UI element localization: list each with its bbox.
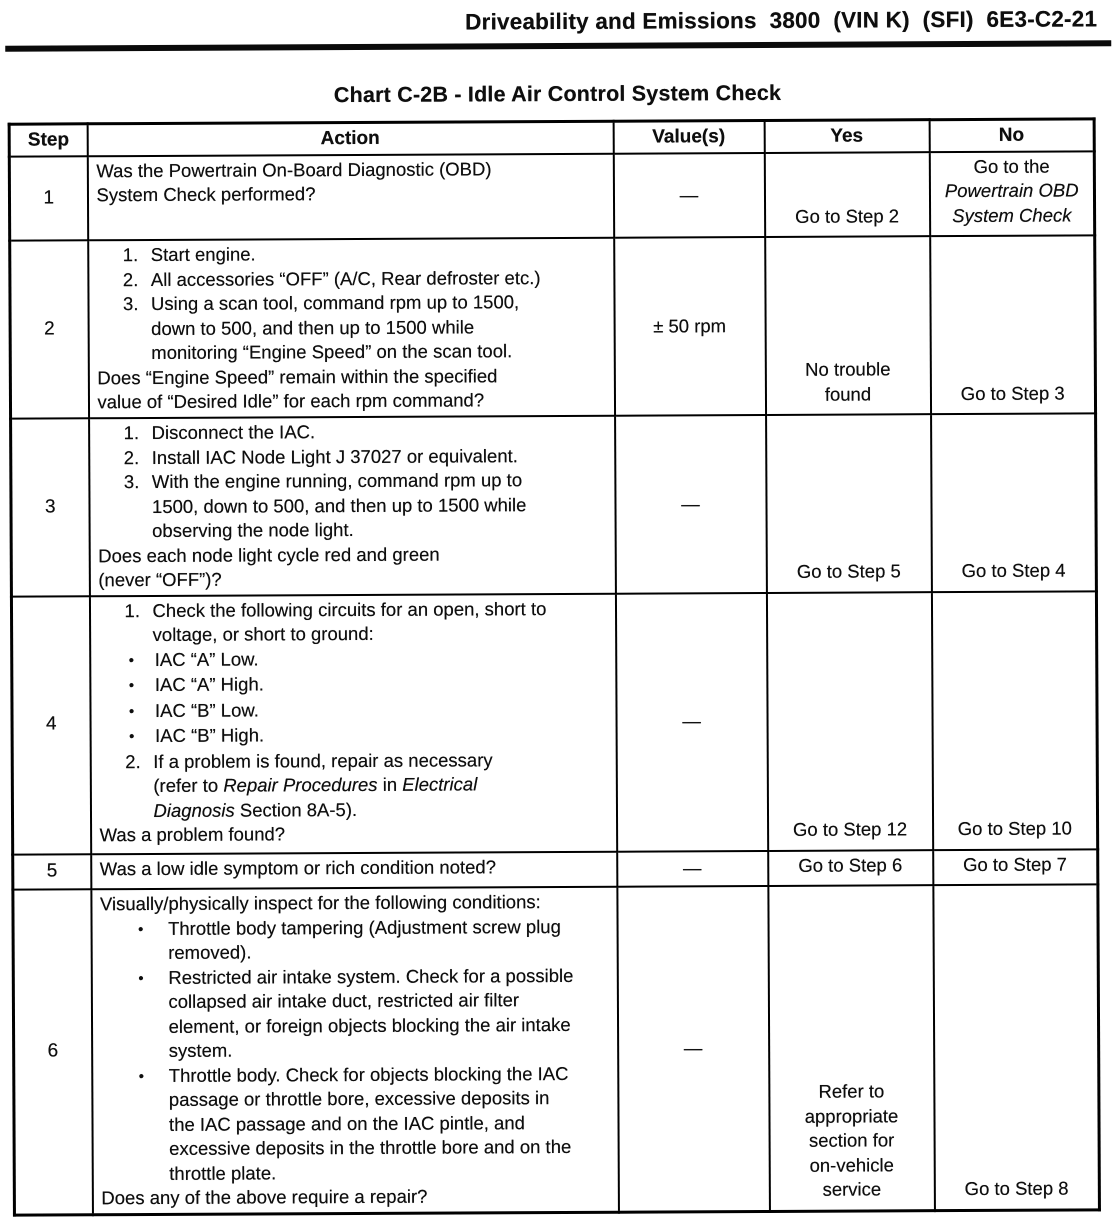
action-cell bbox=[91, 887, 619, 1215]
action-cell bbox=[89, 593, 616, 854]
column-header-no: No bbox=[929, 119, 1094, 152]
yes-cell: Go to Step 6 bbox=[768, 850, 933, 886]
action-item bbox=[100, 890, 610, 917]
action-item bbox=[100, 854, 610, 881]
action-text: IAC “A” High. bbox=[154, 673, 264, 695]
no-cell: Go to Step 8 bbox=[933, 884, 1100, 1210]
list-marker: 2. bbox=[122, 268, 139, 290]
table-row bbox=[11, 591, 1097, 854]
action-text: Visually/physically inspect for the following conditions: bbox=[99, 891, 541, 915]
value-cell: ± 50 rpm bbox=[614, 237, 766, 416]
step-cell: 5 bbox=[13, 854, 91, 890]
action-item bbox=[98, 443, 608, 470]
list-marker: 2. bbox=[123, 446, 140, 468]
table-row bbox=[10, 235, 1096, 418]
action-item bbox=[98, 541, 608, 592]
table-row bbox=[13, 849, 1098, 890]
list-marker: • bbox=[138, 969, 144, 987]
list-marker: 1. bbox=[124, 599, 140, 621]
action-text: IAC “B” Low. bbox=[154, 698, 259, 721]
action-item bbox=[98, 596, 608, 647]
list-marker: • bbox=[128, 651, 135, 669]
value-cell: — bbox=[615, 415, 767, 593]
action-item bbox=[98, 419, 608, 446]
column-header-step: Step bbox=[9, 124, 87, 156]
column-header-yes: Yes bbox=[764, 120, 929, 153]
value-cell: — bbox=[617, 886, 770, 1212]
action-item bbox=[99, 696, 609, 724]
action-item bbox=[100, 821, 610, 848]
yes-cell: Go to Step 2 bbox=[764, 152, 929, 237]
action-item bbox=[97, 241, 607, 268]
yes-cell: Refer to appropriate section for on-vehicle service bbox=[768, 885, 935, 1211]
yes-cell: Go to Step 12 bbox=[766, 592, 932, 851]
action-text: Check the following circuits for an open, short to voltage, or short to ground: bbox=[152, 597, 547, 645]
action-item bbox=[99, 722, 609, 750]
column-header-values: Value(s) bbox=[613, 120, 764, 153]
action-text: All accessories “OFF” (A/C, Rear defroster etc.) bbox=[150, 266, 541, 290]
yes-cell: Go to Step 5 bbox=[766, 414, 932, 592]
action-item bbox=[101, 1184, 611, 1211]
action-text: IAC “B” High. bbox=[155, 724, 265, 746]
column-header-action: Action bbox=[87, 121, 613, 156]
action-text: Does “Engine Speed” remain within the specified value of “Desired Idle” for each rpm command? bbox=[97, 364, 498, 413]
action-item bbox=[97, 265, 607, 292]
action-text: With the engine running, command rpm up to 1500, down to 500, and then up to 1500 while observing the node light. bbox=[151, 469, 527, 541]
list-marker: • bbox=[128, 677, 135, 695]
header-row bbox=[9, 119, 1094, 156]
action-text: Was a low idle symptom or rich condition noted? bbox=[99, 855, 497, 879]
no-cell: Go to Step 3 bbox=[930, 235, 1096, 414]
list-marker: • bbox=[138, 1067, 145, 1085]
yes-cell: No trouble found bbox=[765, 236, 931, 415]
list-marker: 1. bbox=[123, 422, 140, 444]
step-cell: 3 bbox=[11, 418, 90, 596]
action-cell bbox=[87, 153, 613, 240]
action-text: Install IAC Node Light J 37027 or equivalent. bbox=[151, 444, 518, 468]
action-item bbox=[100, 914, 610, 965]
action-text: If a problem is found, repair as necessary (refer to Repair Procedures in Electrical Diagnosis Section 8A-5). bbox=[153, 748, 493, 821]
action-item bbox=[97, 363, 607, 414]
action-item bbox=[97, 290, 607, 366]
step-cell: 2 bbox=[10, 240, 89, 418]
step-cell: 1 bbox=[9, 156, 87, 241]
table-row bbox=[9, 151, 1094, 241]
action-item bbox=[100, 963, 610, 1063]
list-marker: • bbox=[129, 728, 135, 746]
step-cell: 4 bbox=[11, 596, 90, 854]
no-cell: Go to Step 4 bbox=[931, 413, 1097, 591]
diagnostic-chart-table bbox=[8, 117, 1101, 1216]
list-marker: • bbox=[138, 920, 144, 938]
action-text: Start engine. bbox=[150, 243, 256, 265]
action-text: Restricted air intake system. Check for a possible collapsed air intake duct, restricted air filter element, or foreign objects blocking the air intake system. bbox=[168, 964, 574, 1061]
step-cell: 6 bbox=[13, 889, 93, 1214]
action-cell bbox=[91, 851, 617, 889]
action-text: Using a scan tool, command rpm up to 1500, down to 500, and then up to 1500 while monitoring “Engine Speed” on the scan tool. bbox=[150, 291, 520, 363]
page-header: Driveability and Emissions 3800 (VIN K) (SFI) 6E3-C2-21 bbox=[465, 6, 1098, 35]
action-item bbox=[98, 468, 608, 544]
no-cell: Go to Step 7 bbox=[933, 849, 1098, 885]
action-item bbox=[96, 156, 606, 207]
list-marker: 3. bbox=[122, 293, 139, 315]
action-text: Disconnect the IAC. bbox=[151, 421, 316, 443]
action-cell bbox=[88, 238, 615, 419]
action-text: Throttle body. Check for objects blocking the IAC passage or throttle bore, excessive deposits in the IAC passage and on the IAC pintle, and excessive deposits in the throttle bore and on the throttle plate. bbox=[168, 1062, 572, 1184]
action-cell bbox=[89, 416, 616, 596]
action-item bbox=[99, 645, 609, 673]
action-text: Was the Powertrain On-Board Diagnostic (OBD) System Check performed? bbox=[96, 157, 492, 206]
list-marker: 1. bbox=[122, 244, 139, 266]
list-marker: • bbox=[128, 702, 135, 720]
chart-table-body bbox=[9, 151, 1099, 1215]
value-cell: — bbox=[617, 850, 768, 886]
list-marker: 2. bbox=[125, 750, 141, 772]
chart-title: Chart C-2B - Idle Air Control System Check bbox=[333, 80, 782, 108]
table-row bbox=[11, 413, 1097, 596]
no-cell: Go to the Powertrain OBD System Check bbox=[929, 151, 1094, 236]
action-item bbox=[99, 747, 609, 823]
action-text: Was a problem found? bbox=[99, 823, 286, 846]
action-text: Throttle body tampering (Adjustment screw plug removed). bbox=[168, 915, 561, 963]
list-marker: 3. bbox=[123, 471, 140, 493]
value-cell: — bbox=[613, 152, 764, 237]
header-rule bbox=[5, 40, 1111, 51]
action-item bbox=[101, 1061, 612, 1186]
no-cell: Go to Step 10 bbox=[931, 591, 1097, 850]
action-text: Does any of the above require a repair? bbox=[101, 1185, 428, 1209]
action-text: Does each node light cycle red and green (never “OFF”)? bbox=[98, 543, 440, 591]
action-text: IAC “A” Low. bbox=[154, 647, 259, 670]
table-row bbox=[13, 884, 1100, 1214]
action-item bbox=[99, 671, 609, 699]
value-cell: — bbox=[615, 592, 767, 851]
chart-table-head bbox=[9, 119, 1094, 156]
